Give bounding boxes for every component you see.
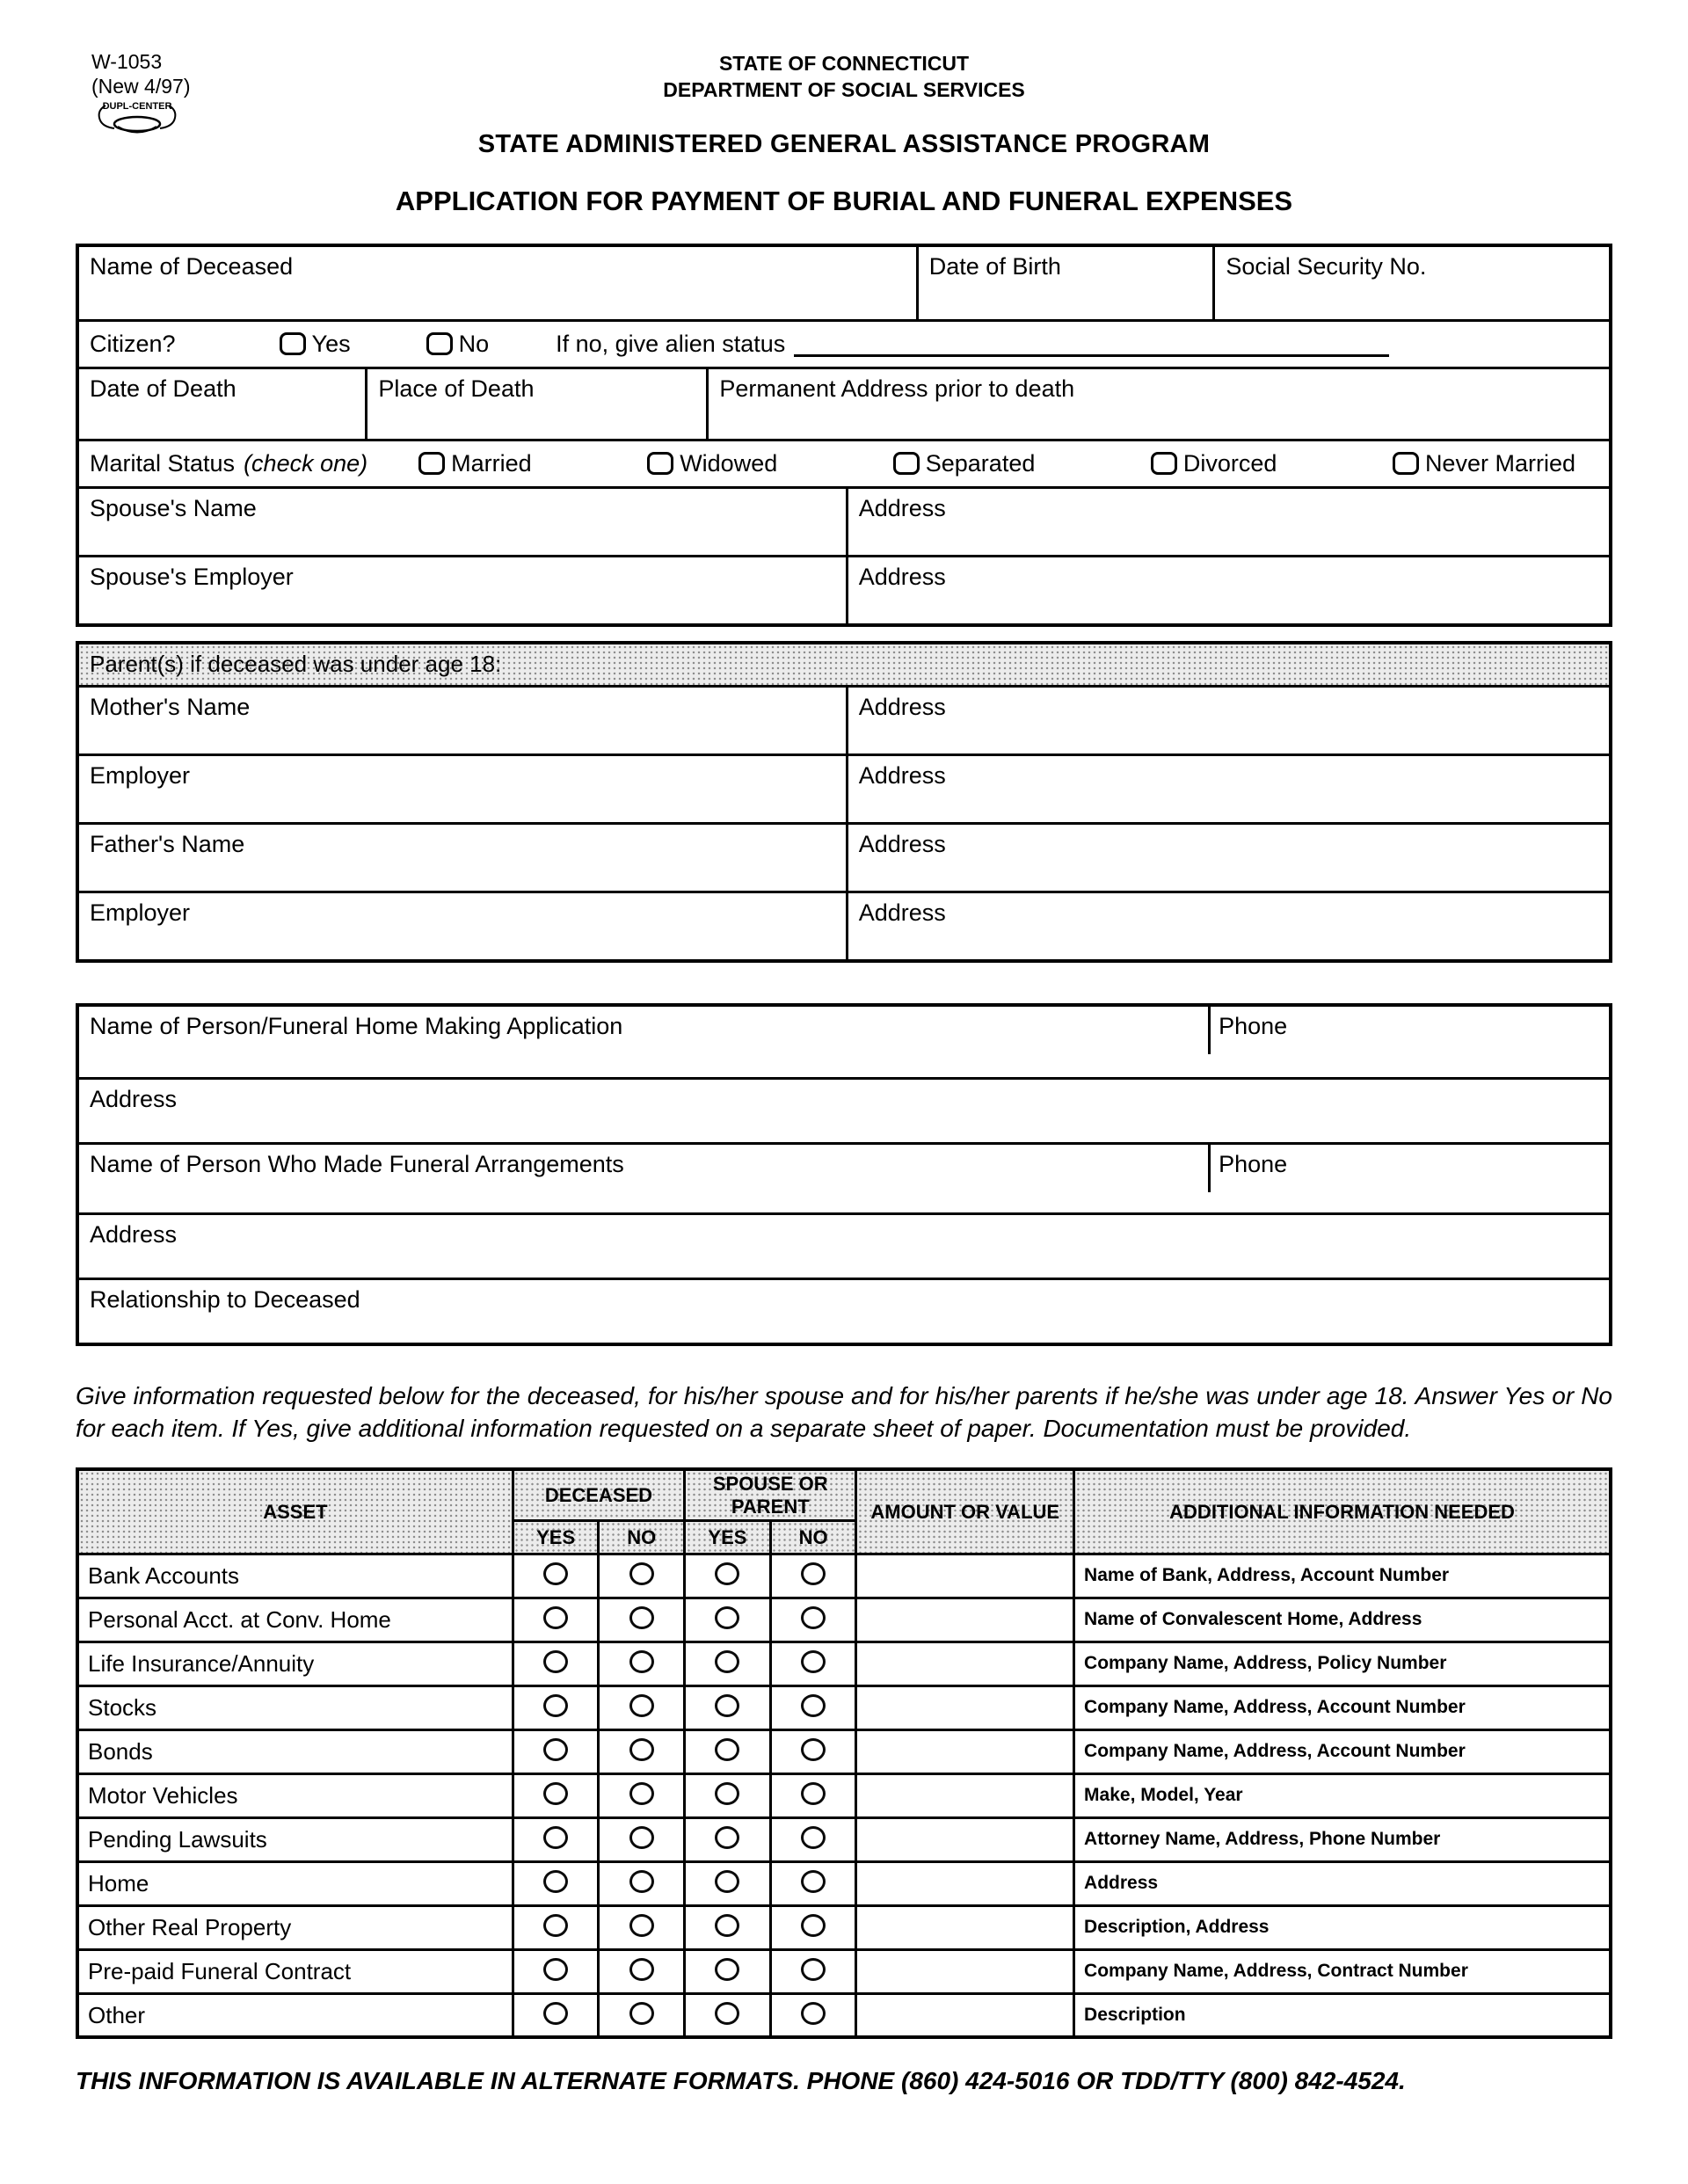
header-spouse-or-parent: SPOUSE OR PARENT [685,1469,856,1520]
row-fathers-employer [79,891,1609,959]
field-fathers-address[interactable] [846,825,1609,891]
asset-additional-info: Name of Bank, Address, Account Number [1074,1554,1611,1598]
checkbox-never-married[interactable] [1393,452,1419,475]
asset-label: Other Real Property [77,1905,513,1949]
label-name-of-deceased: Name of Deceased [90,252,294,280]
program-title: STATE ADMINISTERED GENERAL ASSISTANCE PROGRAM [477,129,1211,158]
cell-deceased-no [599,1729,685,1773]
radio-spouse-yes[interactable] [715,1562,739,1585]
header-deceased: DECEASED [513,1469,684,1520]
field-arranger-address[interactable] [79,1215,1609,1278]
asset-additional-info: Name of Convalescent Home, Address [1074,1598,1611,1642]
asset-row [77,1554,1611,1598]
label-spouses-name: Spouse's Name [90,494,257,521]
field-date-of-death[interactable] [79,369,365,439]
cell-deceased-no [599,1861,685,1905]
field-spouses-name[interactable] [79,489,846,555]
cell-spouse-yes [685,1817,771,1861]
field-arranger-phone[interactable] [1208,1145,1609,1212]
radio-deceased-no[interactable] [629,1738,654,1761]
field-amount-or-value[interactable] [856,1773,1074,1817]
checkbox-married[interactable] [418,452,445,475]
asset-additional-info: Address [1074,1861,1611,1905]
asset-label: Personal Acct. at Conv. Home [77,1598,513,1642]
radio-spouse-no[interactable] [801,1694,826,1717]
radio-spouse-yes[interactable] [715,1738,739,1761]
radio-spouse-no[interactable] [801,1606,826,1629]
header-amount-or-value: AMOUNT OR VALUE [856,1469,1074,1554]
radio-spouse-no[interactable] [801,1870,826,1893]
citizen-option-yes [280,331,351,358]
row-spouse-name [79,486,1609,555]
checkbox-citizen-no[interactable] [426,332,453,355]
deceased-info-table [76,244,1612,627]
asset-label: Bonds [77,1729,513,1773]
cell-spouse-no [770,1993,856,2037]
field-date-of-birth[interactable] [916,247,1213,319]
radio-deceased-yes[interactable] [543,1782,568,1805]
field-amount-or-value[interactable] [856,1554,1074,1598]
radio-deceased-no[interactable] [629,1782,654,1805]
label-employer: Employer [90,899,191,926]
marital-option-divorced [1151,450,1277,477]
row-arranger-address [79,1212,1609,1278]
field-mothers-name[interactable] [79,688,846,753]
field-amount-or-value[interactable] [856,1598,1074,1642]
parents-header-row [79,644,1609,685]
asset-additional-info: Company Name, Address, Contract Number [1074,1949,1611,1993]
radio-deceased-no[interactable] [629,1870,654,1893]
note-check-one: (check one) [244,449,368,477]
radio-deceased-yes[interactable] [543,1738,568,1761]
field-applicant-address[interactable] [79,1080,1609,1142]
label-widowed: Widowed [680,449,778,477]
cell-deceased-yes [513,1905,599,1949]
radio-deceased-no[interactable] [629,1650,654,1673]
field-amount-or-value[interactable] [856,1949,1074,1993]
cell-deceased-yes [513,1773,599,1817]
row-mothers-name [79,685,1609,753]
cell-spouse-yes [685,1905,771,1949]
cell-deceased-no [599,1817,685,1861]
header-spouse-no: NO [770,1520,856,1554]
field-spouse-employer-address[interactable] [846,557,1609,623]
citizen-cell [79,322,1609,367]
row-deceased-identity [79,247,1609,319]
cell-deceased-yes [513,1685,599,1729]
radio-spouse-yes[interactable] [715,1606,739,1629]
marital-options [418,450,1598,477]
dupl-center-logo [91,98,183,137]
cell-deceased-no [599,1905,685,1949]
field-amount-or-value[interactable] [856,1685,1074,1729]
cell-spouse-no [770,1773,856,1817]
cell-spouse-yes [685,1861,771,1905]
label-employer: Employer [90,761,191,789]
cell-deceased-no [599,1554,685,1598]
parents-section-header: Parent(s) if deceased was under age 18: [79,644,1609,685]
form-id-block [91,49,190,142]
label-permanent-address: Permanent Address prior to death [719,375,1075,402]
label-address: Address [858,830,946,857]
row-relationship [79,1278,1609,1343]
checkbox-separated[interactable] [893,452,920,475]
asset-additional-info: Company Name, Address, Account Number [1074,1729,1611,1773]
radio-deceased-yes[interactable] [543,1826,568,1849]
asset-additional-info: Make, Model, Year [1074,1773,1611,1817]
cell-deceased-yes [513,1817,599,1861]
field-arranger-name[interactable] [79,1145,1208,1212]
cell-deceased-no [599,1642,685,1685]
field-mothers-employer-address[interactable] [846,756,1609,822]
asset-label: Life Insurance/Annuity [77,1642,513,1685]
label-applicant-name: Name of Person/Funeral Home Making Application [90,1012,623,1039]
cell-spouse-yes [685,1642,771,1685]
field-spouses-employer[interactable] [79,557,846,623]
row-citizen [79,319,1609,367]
asset-additional-info: Description, Address [1074,1905,1611,1949]
radio-spouse-yes[interactable] [715,1694,739,1717]
asset-table-head [77,1469,1611,1554]
checkbox-widowed[interactable] [647,452,673,475]
label-address: Address [858,563,946,590]
field-amount-or-value[interactable] [856,1861,1074,1905]
cell-deceased-yes [513,1642,599,1685]
applicant-table [76,1003,1612,1346]
field-place-of-death[interactable] [365,369,706,439]
label-date-of-birth: Date of Birth [928,252,1061,280]
radio-spouse-no[interactable] [801,1958,826,1981]
radio-spouse-no[interactable] [801,1782,826,1805]
field-mothers-employer[interactable] [79,756,846,822]
row-applicant-name [79,1007,1609,1077]
field-amount-or-value[interactable] [856,1642,1074,1685]
asset-row [77,1993,1611,2037]
cell-deceased-yes [513,1598,599,1642]
asset-label: Pre-paid Funeral Contract [77,1949,513,1993]
cell-deceased-no [599,1949,685,1993]
row-mothers-employer [79,753,1609,822]
label-mothers-name: Mother's Name [90,693,251,720]
cell-spouse-no [770,1685,856,1729]
field-name-of-deceased[interactable] [79,247,916,319]
row-spouse-employer [79,555,1609,623]
label-address: Address [858,693,946,720]
asset-additional-info: Attorney Name, Address, Phone Number [1074,1817,1611,1861]
asset-additional-info: Company Name, Address, Policy Number [1074,1642,1611,1685]
radio-spouse-yes[interactable] [715,1958,739,1981]
citizen-option-no [426,331,490,358]
instructions-text: Give information requested below for the deceased, for his/her spouse and for his/her parents if he/she was under age 18. Answer Yes or No for each item. If Yes, give additional information requested on a separate sheet of paper. Documentation must be provided. [76,1381,1612,1443]
cell-spouse-no [770,1817,856,1861]
asset-label: Other [77,1993,513,2037]
header-spouse-yes: YES [685,1520,771,1554]
cell-spouse-no [770,1554,856,1598]
radio-deceased-yes[interactable] [543,1958,568,1981]
radio-deceased-yes[interactable] [543,2002,568,2025]
cell-deceased-yes [513,1949,599,1993]
cell-deceased-yes [513,1993,599,2037]
radio-deceased-yes[interactable] [543,1606,568,1629]
cell-spouse-yes [685,1949,771,1993]
asset-row [77,1729,1611,1773]
row-fathers-name [79,822,1609,891]
asset-table [76,1467,1612,2039]
radio-deceased-yes[interactable] [543,1694,568,1717]
asset-label: Pending Lawsuits [77,1817,513,1861]
label-address: Address [858,899,946,926]
cell-deceased-yes [513,1729,599,1773]
field-spouse-address[interactable] [846,489,1609,555]
marital-option-never-married [1393,450,1575,477]
field-applicant-phone[interactable] [1208,1007,1609,1077]
radio-deceased-no[interactable] [629,1606,654,1629]
cell-spouse-no [770,1949,856,1993]
radio-deceased-yes[interactable] [543,1870,568,1893]
label-never-married: Never Married [1424,449,1575,477]
field-applicant-name[interactable] [79,1007,1208,1077]
label-address: Address [90,1085,178,1112]
cell-deceased-no [599,1598,685,1642]
radio-spouse-no[interactable] [801,1650,826,1673]
field-permanent-address[interactable] [706,369,1609,439]
radio-spouse-no[interactable] [801,1914,826,1937]
radio-deceased-no[interactable] [629,1958,654,1981]
header-deceased-yes: YES [513,1520,599,1554]
cell-spouse-no [770,1861,856,1905]
field-fathers-name[interactable] [79,825,846,891]
row-death-info [79,367,1609,439]
label-phone: Phone [1219,1012,1288,1039]
field-amount-or-value[interactable] [856,1817,1074,1861]
cell-spouse-no [770,1598,856,1642]
cell-deceased-yes [513,1861,599,1905]
field-social-security[interactable] [1212,247,1609,319]
label-address: Address [858,761,946,789]
cell-spouse-no [770,1729,856,1773]
field-amount-or-value[interactable] [856,1905,1074,1949]
asset-row [77,1773,1611,1817]
asset-label: Home [77,1861,513,1905]
label-alien-status: If no, give alien status [556,330,786,357]
marital-option-separated [893,450,1036,477]
marital-option-widowed [647,450,777,477]
svg-text:DUPL-CENTER: DUPL-CENTER [102,101,172,113]
department-name: DEPARTMENT OF SOCIAL SERVICES [663,77,1025,101]
label-fathers-name: Father's Name [90,830,245,857]
label-phone: Phone [1219,1150,1288,1177]
cell-spouse-yes [685,1554,771,1598]
radio-spouse-no[interactable] [801,2002,826,2025]
label-separated: Separated [925,449,1036,477]
row-applicant-address [79,1077,1609,1142]
radio-deceased-yes[interactable] [543,1562,568,1585]
asset-additional-info: Company Name, Address, Account Number [1074,1685,1611,1729]
agency-header [76,51,1612,104]
radio-spouse-no[interactable] [801,1826,826,1849]
cell-spouse-yes [685,1729,771,1773]
label-divorced: Divorced [1182,449,1277,477]
radio-spouse-yes[interactable] [715,1870,739,1893]
label-marital-status: Marital Status [90,449,236,477]
radio-deceased-yes[interactable] [543,1914,568,1937]
asset-row [77,1949,1611,1993]
row-marital-status [79,439,1609,486]
cell-spouse-no [770,1905,856,1949]
field-alien-status[interactable] [794,331,1389,357]
radio-spouse-yes[interactable] [715,1650,739,1673]
field-relationship[interactable] [79,1280,1609,1343]
cell-deceased-no [599,1993,685,2037]
label-citizen-yes: Yes [311,330,351,357]
form-revision: (New 4/97) [91,75,191,98]
field-amount-or-value[interactable] [856,1729,1074,1773]
row-arranger-name [79,1142,1609,1212]
label-arranger-name: Name of Person Who Made Funeral Arrangements [90,1150,624,1177]
radio-deceased-yes[interactable] [543,1650,568,1673]
asset-table-body [77,1554,1611,2037]
label-date-of-death: Date of Death [90,375,236,402]
marital-status-cell [79,441,1609,486]
radio-spouse-yes[interactable] [715,1782,739,1805]
asset-additional-info: Description [1074,1993,1611,2037]
field-fathers-employer-address[interactable] [846,893,1609,959]
radio-deceased-no[interactable] [629,1914,654,1937]
header-deceased-no: NO [599,1520,685,1554]
cell-deceased-yes [513,1554,599,1598]
label-citizen-no: No [458,330,490,357]
cell-deceased-no [599,1685,685,1729]
asset-row [77,1905,1611,1949]
label-spouses-employer: Spouse's Employer [90,563,294,590]
radio-deceased-no[interactable] [629,2002,654,2025]
asset-label: Bank Accounts [77,1554,513,1598]
header-asset: ASSET [77,1469,513,1554]
cell-spouse-yes [685,1993,771,2037]
radio-spouse-yes[interactable] [715,1826,739,1849]
cell-spouse-yes [685,1598,771,1642]
cell-deceased-no [599,1773,685,1817]
radio-spouse-no[interactable] [801,1738,826,1761]
radio-deceased-no[interactable] [629,1562,654,1585]
field-fathers-employer[interactable] [79,893,846,959]
checkbox-divorced[interactable] [1151,452,1177,475]
label-address: Address [90,1220,178,1248]
cell-spouse-no [770,1642,856,1685]
cell-spouse-yes [685,1685,771,1729]
field-mothers-address[interactable] [846,688,1609,753]
radio-spouse-no[interactable] [801,1562,826,1585]
radio-spouse-yes[interactable] [715,1914,739,1937]
radio-deceased-no[interactable] [629,1826,654,1849]
label-relationship: Relationship to Deceased [90,1285,360,1313]
asset-label: Motor Vehicles [77,1773,513,1817]
cell-spouse-yes [685,1773,771,1817]
footer-text: THIS INFORMATION IS AVAILABLE IN ALTERNATE FORMATS. PHONE (860) 424-5016 OR TDD/TTY (800) 842-4524. [76,2067,1406,2095]
header-additional-info: ADDITIONAL INFORMATION NEEDED [1074,1469,1611,1554]
asset-row [77,1685,1611,1729]
marital-option-married [418,450,532,477]
parents-table [76,641,1612,963]
checkbox-citizen-yes[interactable] [280,332,306,355]
asset-row [77,1598,1611,1642]
asset-row [77,1861,1611,1905]
radio-deceased-no[interactable] [629,1694,654,1717]
field-amount-or-value[interactable] [856,1993,1074,2037]
asset-label: Stocks [77,1685,513,1729]
form-number: W-1053 [91,50,163,73]
radio-spouse-yes[interactable] [715,2002,739,2025]
asset-row [77,1642,1611,1685]
label-social-security: Social Security No. [1226,252,1427,280]
label-married: Married [451,449,532,477]
form-title: APPLICATION FOR PAYMENT OF BURIAL AND FUNERAL EXPENSES [395,185,1293,216]
label-citizen: Citizen? [90,330,176,357]
label-place-of-death: Place of Death [378,375,535,402]
asset-row [77,1817,1611,1861]
agency-name: STATE OF CONNECTICUT [718,52,970,75]
label-address: Address [858,494,946,521]
